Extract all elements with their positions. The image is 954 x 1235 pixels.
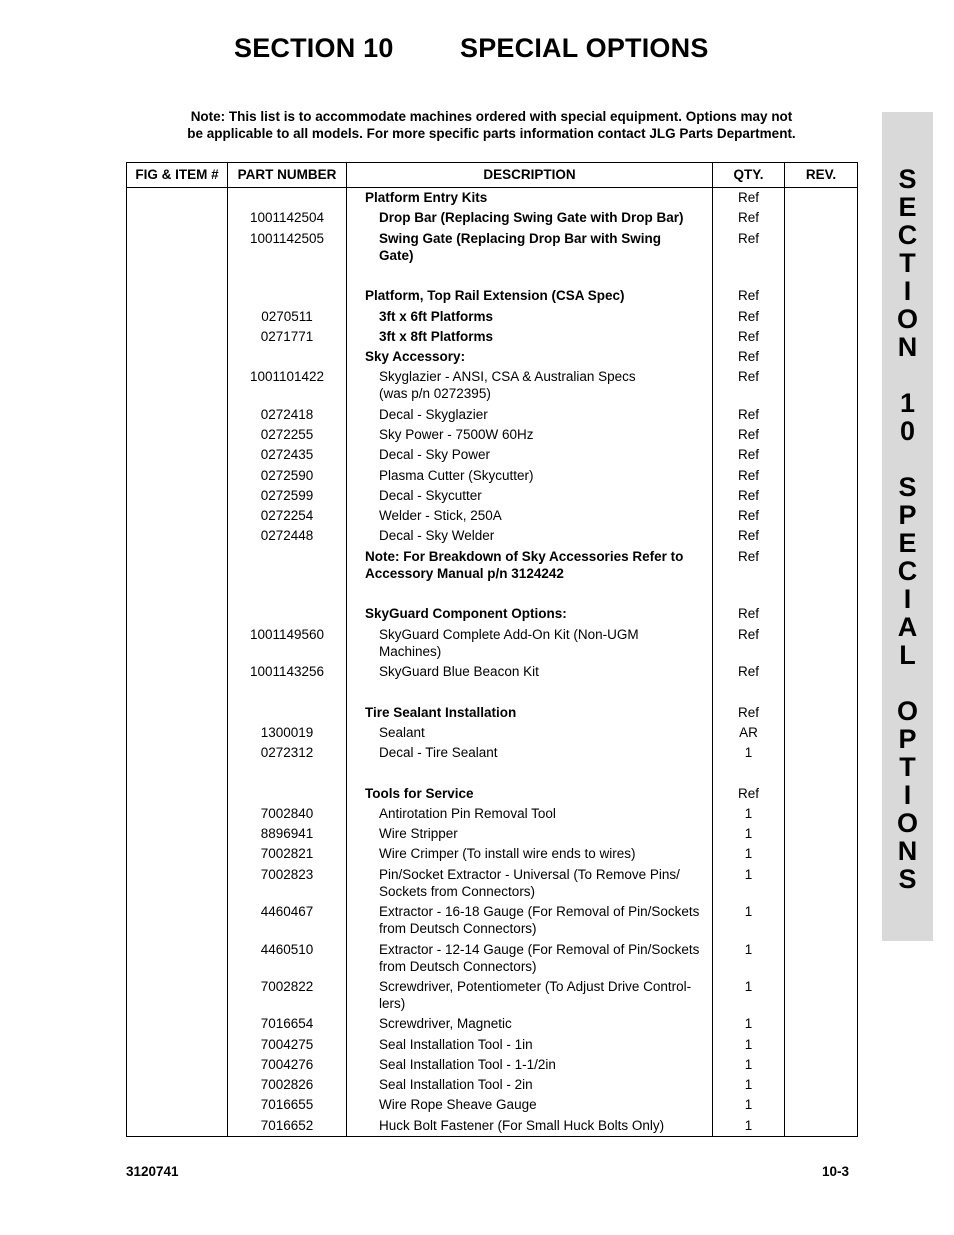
part-number-cell: 1001101422 — [249, 369, 325, 384]
part-number-cell: 1300019 — [260, 725, 314, 740]
section-title: SPECIAL OPTIONS — [460, 33, 709, 63]
qty-cell: 1 — [744, 1118, 753, 1133]
part-number-cell: 7002821 — [260, 846, 314, 861]
description-line: Welder - Stick, 250A — [379, 508, 502, 523]
qty-cell: Ref — [737, 288, 759, 303]
description-line: Drop Bar (Replacing Swing Gate with Drop Bar) — [379, 210, 684, 225]
column-header-qty: QTY. — [733, 167, 764, 182]
description-cell — [379, 467, 711, 484]
part-number-cell: 0272312 — [260, 745, 314, 760]
qty-cell: Ref — [737, 488, 759, 503]
description-line: Swing Gate (Replacing Drop Bar with Swing — [379, 231, 662, 246]
qty-cell: 1 — [744, 806, 753, 821]
description-cell — [379, 1015, 711, 1032]
column-divider — [784, 163, 785, 1136]
description-cell — [379, 487, 711, 504]
description-cell — [379, 866, 711, 900]
description-cell — [365, 785, 710, 802]
description-line: Skyglazier - ANSI, CSA & Australian Specs — [379, 369, 636, 384]
qty-cell: 1 — [744, 1077, 753, 1092]
part-number-cell: 7016654 — [260, 1016, 314, 1031]
side-tab-letter: C — [897, 220, 918, 250]
description-cell — [365, 189, 710, 206]
description-cell — [379, 1117, 711, 1134]
description-line: SkyGuard Blue Beacon Kit — [379, 664, 539, 679]
description-line: Platform, Top Rail Extension (CSA Spec) — [365, 288, 625, 303]
part-number-cell: 0272435 — [260, 447, 314, 462]
qty-cell: 1 — [744, 1057, 753, 1072]
description-line: from Deutsch Connectors) — [379, 921, 537, 936]
side-tab-letter: E — [898, 528, 917, 558]
description-line: from Deutsch Connectors) — [379, 959, 537, 974]
side-tab-letter: P — [898, 500, 917, 530]
description-cell — [379, 724, 711, 741]
part-number-cell: 7004276 — [260, 1057, 314, 1072]
description-line: Note: For Breakdown of Sky Accessories Refer to — [365, 549, 684, 564]
description-cell — [379, 507, 711, 524]
side-tab-letter: T — [899, 248, 916, 278]
description-cell — [379, 426, 711, 443]
side-tab-letter: O — [896, 808, 918, 838]
description-line: Decal - Sky Welder — [379, 528, 495, 543]
description-cell — [365, 605, 710, 622]
page-title — [234, 33, 709, 64]
description-line: Pin/Socket Extractor - Universal (To Remove Pins/ — [379, 867, 680, 882]
description-cell — [365, 287, 710, 304]
qty-cell: Ref — [737, 190, 759, 205]
side-tab-letter: I — [903, 584, 912, 614]
side-tab-letter: C — [897, 556, 918, 586]
side-tab-letter: E — [898, 192, 917, 222]
part-number-cell: 1001142505 — [249, 231, 325, 246]
description-line: SkyGuard Complete Add-On Kit (Non-UGM — [379, 627, 639, 642]
part-number-cell: 0272599 — [260, 488, 314, 503]
qty-cell: Ref — [737, 549, 759, 564]
description-cell — [379, 527, 711, 544]
column-header-fig-item: FIG & ITEM # — [135, 167, 219, 182]
part-number-cell: 0271771 — [260, 329, 314, 344]
description-line: Huck Bolt Fastener (For Small Huck Bolts Only) — [379, 1118, 665, 1133]
side-tab-letter: T — [899, 752, 916, 782]
description-cell — [365, 704, 710, 721]
qty-cell: 1 — [744, 867, 753, 882]
description-line: Accessory Manual p/n 3124242 — [365, 566, 564, 581]
document-number: 3120741 — [126, 1164, 179, 1179]
column-header-rev: REV. — [805, 167, 837, 182]
part-number-cell: 1001149560 — [249, 627, 325, 642]
description-line: Extractor - 16-18 Gauge (For Removal of Pin/Sockets — [379, 904, 700, 919]
qty-cell: 1 — [744, 846, 753, 861]
description-line: SkyGuard Component Options: — [365, 606, 567, 621]
description-cell — [379, 845, 711, 862]
description-line: Seal Installation Tool - 1-1/2in — [379, 1057, 556, 1072]
description-line: Sealant — [379, 725, 425, 740]
qty-cell: 1 — [744, 826, 753, 841]
description-cell — [379, 328, 711, 345]
side-tab-letter: 1 — [899, 388, 916, 418]
column-divider — [346, 163, 347, 1136]
column-header-part-number: PART NUMBER — [237, 167, 337, 182]
description-cell — [379, 1056, 711, 1073]
part-number-cell: 7002823 — [260, 867, 314, 882]
description-line: Decal - Sky Power — [379, 447, 491, 462]
equipment-note — [126, 108, 857, 142]
note-line-1: Note: This list is to accommodate machines ordered with special equipment. Options may not — [190, 109, 793, 124]
description-cell — [379, 744, 711, 761]
description-line: Platform Entry Kits — [365, 190, 488, 205]
side-tab-letter: I — [903, 276, 912, 306]
description-cell — [379, 1096, 711, 1113]
qty-cell: AR — [739, 725, 758, 740]
description-line: Sky Accessory: — [365, 349, 466, 364]
qty-cell: Ref — [737, 786, 759, 801]
description-cell — [379, 825, 711, 842]
description-cell — [379, 230, 711, 264]
description-cell — [379, 805, 711, 822]
note-line-2: be applicable to all models. For more specific parts information contact JLG Parts Department. — [187, 126, 796, 141]
description-line: Decal - Skyglazier — [379, 407, 488, 422]
side-tab-letter: L — [899, 640, 916, 670]
side-tab-letter: S — [898, 164, 917, 194]
qty-cell: Ref — [737, 627, 759, 642]
header-divider — [127, 187, 857, 188]
description-line: Decal - Skycutter — [379, 488, 482, 503]
part-number-cell: 7002826 — [260, 1077, 314, 1092]
side-tab-letter: N — [897, 332, 918, 362]
qty-cell: Ref — [737, 664, 759, 679]
side-tab-letter: I — [903, 780, 912, 810]
part-number-cell: 1001143256 — [249, 664, 325, 679]
qty-cell: Ref — [737, 407, 759, 422]
qty-cell: Ref — [737, 369, 759, 384]
part-number-cell: 4460467 — [260, 904, 314, 919]
description-cell — [365, 348, 710, 365]
qty-cell: 1 — [744, 942, 753, 957]
description-line: Decal - Tire Sealant — [379, 745, 498, 760]
qty-cell: Ref — [737, 508, 759, 523]
description-cell — [379, 903, 711, 937]
description-line: Machines) — [379, 644, 442, 659]
part-number-cell: 0272448 — [260, 528, 314, 543]
qty-cell: 1 — [744, 1037, 753, 1052]
section-number: SECTION 10 — [234, 33, 394, 63]
description-line: Screwdriver, Potentiometer (To Adjust Drive Control- — [379, 979, 692, 994]
description-line: lers) — [379, 996, 406, 1011]
description-line: 3ft x 8ft Platforms — [379, 329, 494, 344]
qty-cell: 1 — [744, 1016, 753, 1031]
part-number-cell: 7004275 — [260, 1037, 314, 1052]
side-tab-letter: N — [897, 836, 918, 866]
description-line: Antirotation Pin Removal Tool — [379, 806, 556, 821]
qty-cell: 1 — [744, 904, 753, 919]
qty-cell: Ref — [737, 210, 759, 225]
description-line: Seal Installation Tool - 1in — [379, 1037, 533, 1052]
description-line: Plasma Cutter (Skycutter) — [379, 468, 534, 483]
description-cell — [379, 1076, 711, 1093]
qty-cell: 1 — [744, 1097, 753, 1112]
description-cell — [379, 446, 711, 463]
description-line: Wire Rope Sheave Gauge — [379, 1097, 537, 1112]
description-line: Tools for Service — [365, 786, 474, 801]
description-cell — [379, 626, 711, 660]
description-line: Sky Power - 7500W 60Hz — [379, 427, 534, 442]
description-cell — [365, 548, 710, 582]
side-tab-letter: O — [896, 696, 918, 726]
description-cell — [379, 941, 711, 975]
side-tab-letter: S — [898, 472, 917, 502]
part-number-cell: 7016655 — [260, 1097, 314, 1112]
description-line: Tire Sealant Installation — [365, 705, 517, 720]
side-tab-letter: P — [898, 724, 917, 754]
parts-table — [126, 162, 858, 1137]
description-cell — [379, 368, 711, 402]
description-cell — [379, 663, 711, 680]
section-side-tab — [882, 112, 933, 941]
part-number-cell: 0270511 — [261, 309, 313, 324]
description-line: Sockets from Connectors) — [379, 884, 536, 899]
part-number-cell: 7002822 — [260, 979, 314, 994]
description-cell — [379, 978, 711, 1012]
part-number-cell: 7002840 — [260, 806, 314, 821]
qty-cell: Ref — [737, 606, 759, 621]
qty-cell: 1 — [744, 745, 753, 760]
part-number-cell: 0272255 — [260, 427, 314, 442]
page-number: 10-3 — [822, 1164, 850, 1179]
qty-cell: Ref — [737, 329, 759, 344]
qty-cell: Ref — [737, 705, 759, 720]
description-line: Screwdriver, Magnetic — [379, 1016, 512, 1031]
qty-cell: Ref — [737, 468, 759, 483]
part-number-cell: 0272590 — [260, 468, 314, 483]
description-line: 3ft x 6ft Platforms — [379, 309, 494, 324]
part-number-cell: 4460510 — [260, 942, 314, 957]
side-tab-letter: A — [897, 612, 918, 642]
part-number-cell: 0272254 — [260, 508, 314, 523]
column-header-description: DESCRIPTION — [483, 167, 576, 182]
description-cell — [379, 209, 711, 226]
description-line: Extractor - 12-14 Gauge (For Removal of Pin/Sockets — [379, 942, 700, 957]
description-line: (was p/n 0272395) — [379, 386, 491, 401]
qty-cell: Ref — [737, 231, 759, 246]
side-tab-letter: O — [896, 304, 918, 334]
description-line: Gate) — [379, 248, 414, 263]
description-line: Wire Crimper (To install wire ends to wires) — [379, 846, 636, 861]
description-line: Seal Installation Tool - 2in — [379, 1077, 533, 1092]
qty-cell: Ref — [737, 427, 759, 442]
side-tab-letter: S — [898, 864, 917, 894]
qty-cell: Ref — [737, 528, 759, 543]
part-number-cell: 7016652 — [260, 1118, 314, 1133]
description-line: Wire Stripper — [379, 826, 458, 841]
qty-cell: Ref — [737, 309, 759, 324]
qty-cell: Ref — [737, 447, 759, 462]
description-cell — [379, 308, 711, 325]
part-number-cell: 0272418 — [260, 407, 314, 422]
side-tab-letter: 0 — [899, 416, 916, 446]
description-cell — [379, 1036, 711, 1053]
qty-cell: 1 — [744, 979, 753, 994]
description-cell — [379, 406, 711, 423]
qty-cell: Ref — [737, 349, 759, 364]
part-number-cell: 8896941 — [260, 826, 314, 841]
part-number-cell: 1001142504 — [249, 210, 325, 225]
